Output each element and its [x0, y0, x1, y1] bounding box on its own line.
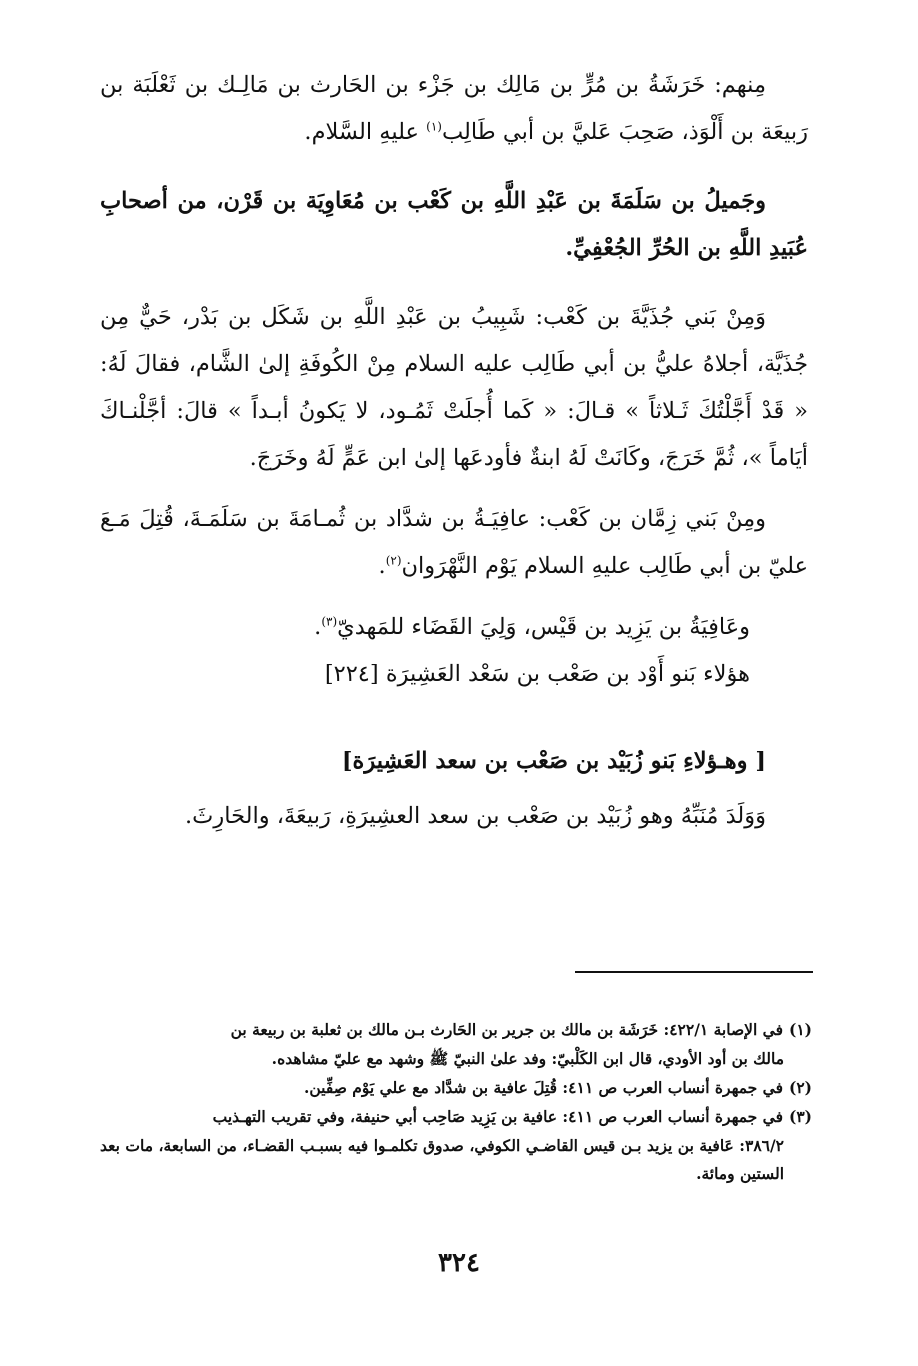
paragraph-jamil: وجَميلُ بن سَلَمَةَ بن عَبْدِ اللَّهِ بن كَعْب بن مُعَاوِيَة بن قَرْن، من أصحابِ عُبَيدِ اللَّهِ بن الحُرِّ الجُعْفِيِّ.	[100, 188, 808, 261]
paragraph-tail: .	[378, 553, 386, 579]
paragraph-text: ومِنْ بَني زِمَّان بن كَعْب: عافِيَـةُ بن شدَّاد بن ثُمـامَةَ بن سَلَمَـةَ، قُتِلَ مَـعَ عليّ بن أبي طَالِب عليهِ السلام يَوْم النَّهْرَوان	[100, 506, 808, 579]
paragraph-text: مِنهم: خَرَشَةُ بن مُرٍّ بن مَالِك بن جَزْء بن الحَارث بن مَالِـك بن ثَعْلَبَة بن رَبيعَة بن أَلْوَذ، صَحِبَ عَليَّ بن أبي طَالِب	[100, 72, 808, 145]
footnote-number: (٢)	[788, 1078, 812, 1097]
footnote-ref-1: (١)	[426, 119, 442, 134]
footnote-text: في جمهرة أنساب العرب ص ٤١١: عافية بن يَزِيد صَاحِب أبي حنيفة، وفي تقريب التهـذيب	[212, 1107, 783, 1126]
footnotes	[100, 1016, 812, 1189]
paragraph-afiya-shaddad	[100, 496, 808, 590]
page-number: ٣٢٤	[438, 1248, 480, 1278]
paragraph-summary: هؤلاء بَنو أَوْد بن صَعْب بن سَعْد العَشِيرَة [٢٢٤]	[324, 661, 750, 687]
main-text	[100, 62, 808, 840]
footnote-ref-3: (٣)	[321, 614, 338, 629]
footnote-3	[100, 1103, 812, 1131]
footnote-1	[100, 1016, 812, 1044]
footnote-ref-2: (٢)	[385, 553, 402, 568]
paragraph-shabib: وَمِنْ بَني جُذَيَّةَ بن كَعْب: شَبِيبُ بن عَبْدِ اللَّهِ بن شَكَل بن بَدْر، حَيٌّ مِن جُذَيَّة، أجلاهُ عليُّ بن أبي طَالِب عليه السلام مِنْ الكُوفَةِ إلىٰ الشَّام، فقالَ لَهُ: « قَدْ أَجَّلْتُكَ ثَـلاثاً » قـالَ: « كَما أُجلَتْ ثَمُـود، لا يَكونُ أبـداً » قالَ: أجَّلْنـاكَ أيَاماً »، ثُمَّ خَرَجَ، وكَانَتْ لَهُ ابنةٌ فأودعَها إلىٰ ابن عَمٍّ لَهُ وخَرَجَ.	[100, 304, 808, 471]
paragraph-afiya-yazid	[100, 604, 808, 651]
footnote-text: في جمهرة أنساب العرب ص ٤١١: قُتِلَ عافية بن شدَّاد مع علي يَوْم صِفِّين.	[303, 1078, 783, 1097]
paragraph-khurasha	[100, 62, 808, 156]
paragraph-tail: .	[314, 614, 322, 640]
footnote-number: (١)	[788, 1020, 812, 1039]
section-heading: [ وهـؤلاءِ بَنو زُبَيْد بن صَعْب بن سعد العَشِيرَة]	[341, 748, 766, 774]
footnote-3-continued: ٣٨٦/٢: عَافية بن يزيد بـن قيس القاضـي الكوفي، صدوق تكلمـوا فيه بسبـب القضـاء، من السابعة، مات بعد الستين ومائة.	[100, 1136, 784, 1183]
paragraph-tail: عليهِ السَّلام.	[304, 119, 427, 145]
paragraph-text: وعَافِيَةُ بن يَزِيد بن قَيْس، وَلِيَ القَضَاء للمَهديّ	[337, 614, 750, 640]
footnote-text: في الإصابة ٤٢٢/١: خَرَشَة بن مالك بن جرير بن الحَارث بـن مالك بن ثعلبة بن ربيعة بن	[230, 1020, 783, 1039]
footnote-2	[100, 1074, 812, 1102]
footnote-number: (٣)	[788, 1107, 812, 1126]
footnote-1-continued: مالك بن أود الأودي، قال ابن الكَلْبيّ: وفد علىٰ النبيّ ﷺ وشهد مع عليّ مشاهده.	[271, 1049, 784, 1068]
paragraph-munabbih: وَوَلَدَ مُنَبِّهُ وهو زُبَيْد بن صَعْب بن سعد العشِيرَةِ، رَبيعَةَ، والحَارِثَ.	[185, 803, 766, 829]
footnote-divider	[575, 971, 813, 973]
